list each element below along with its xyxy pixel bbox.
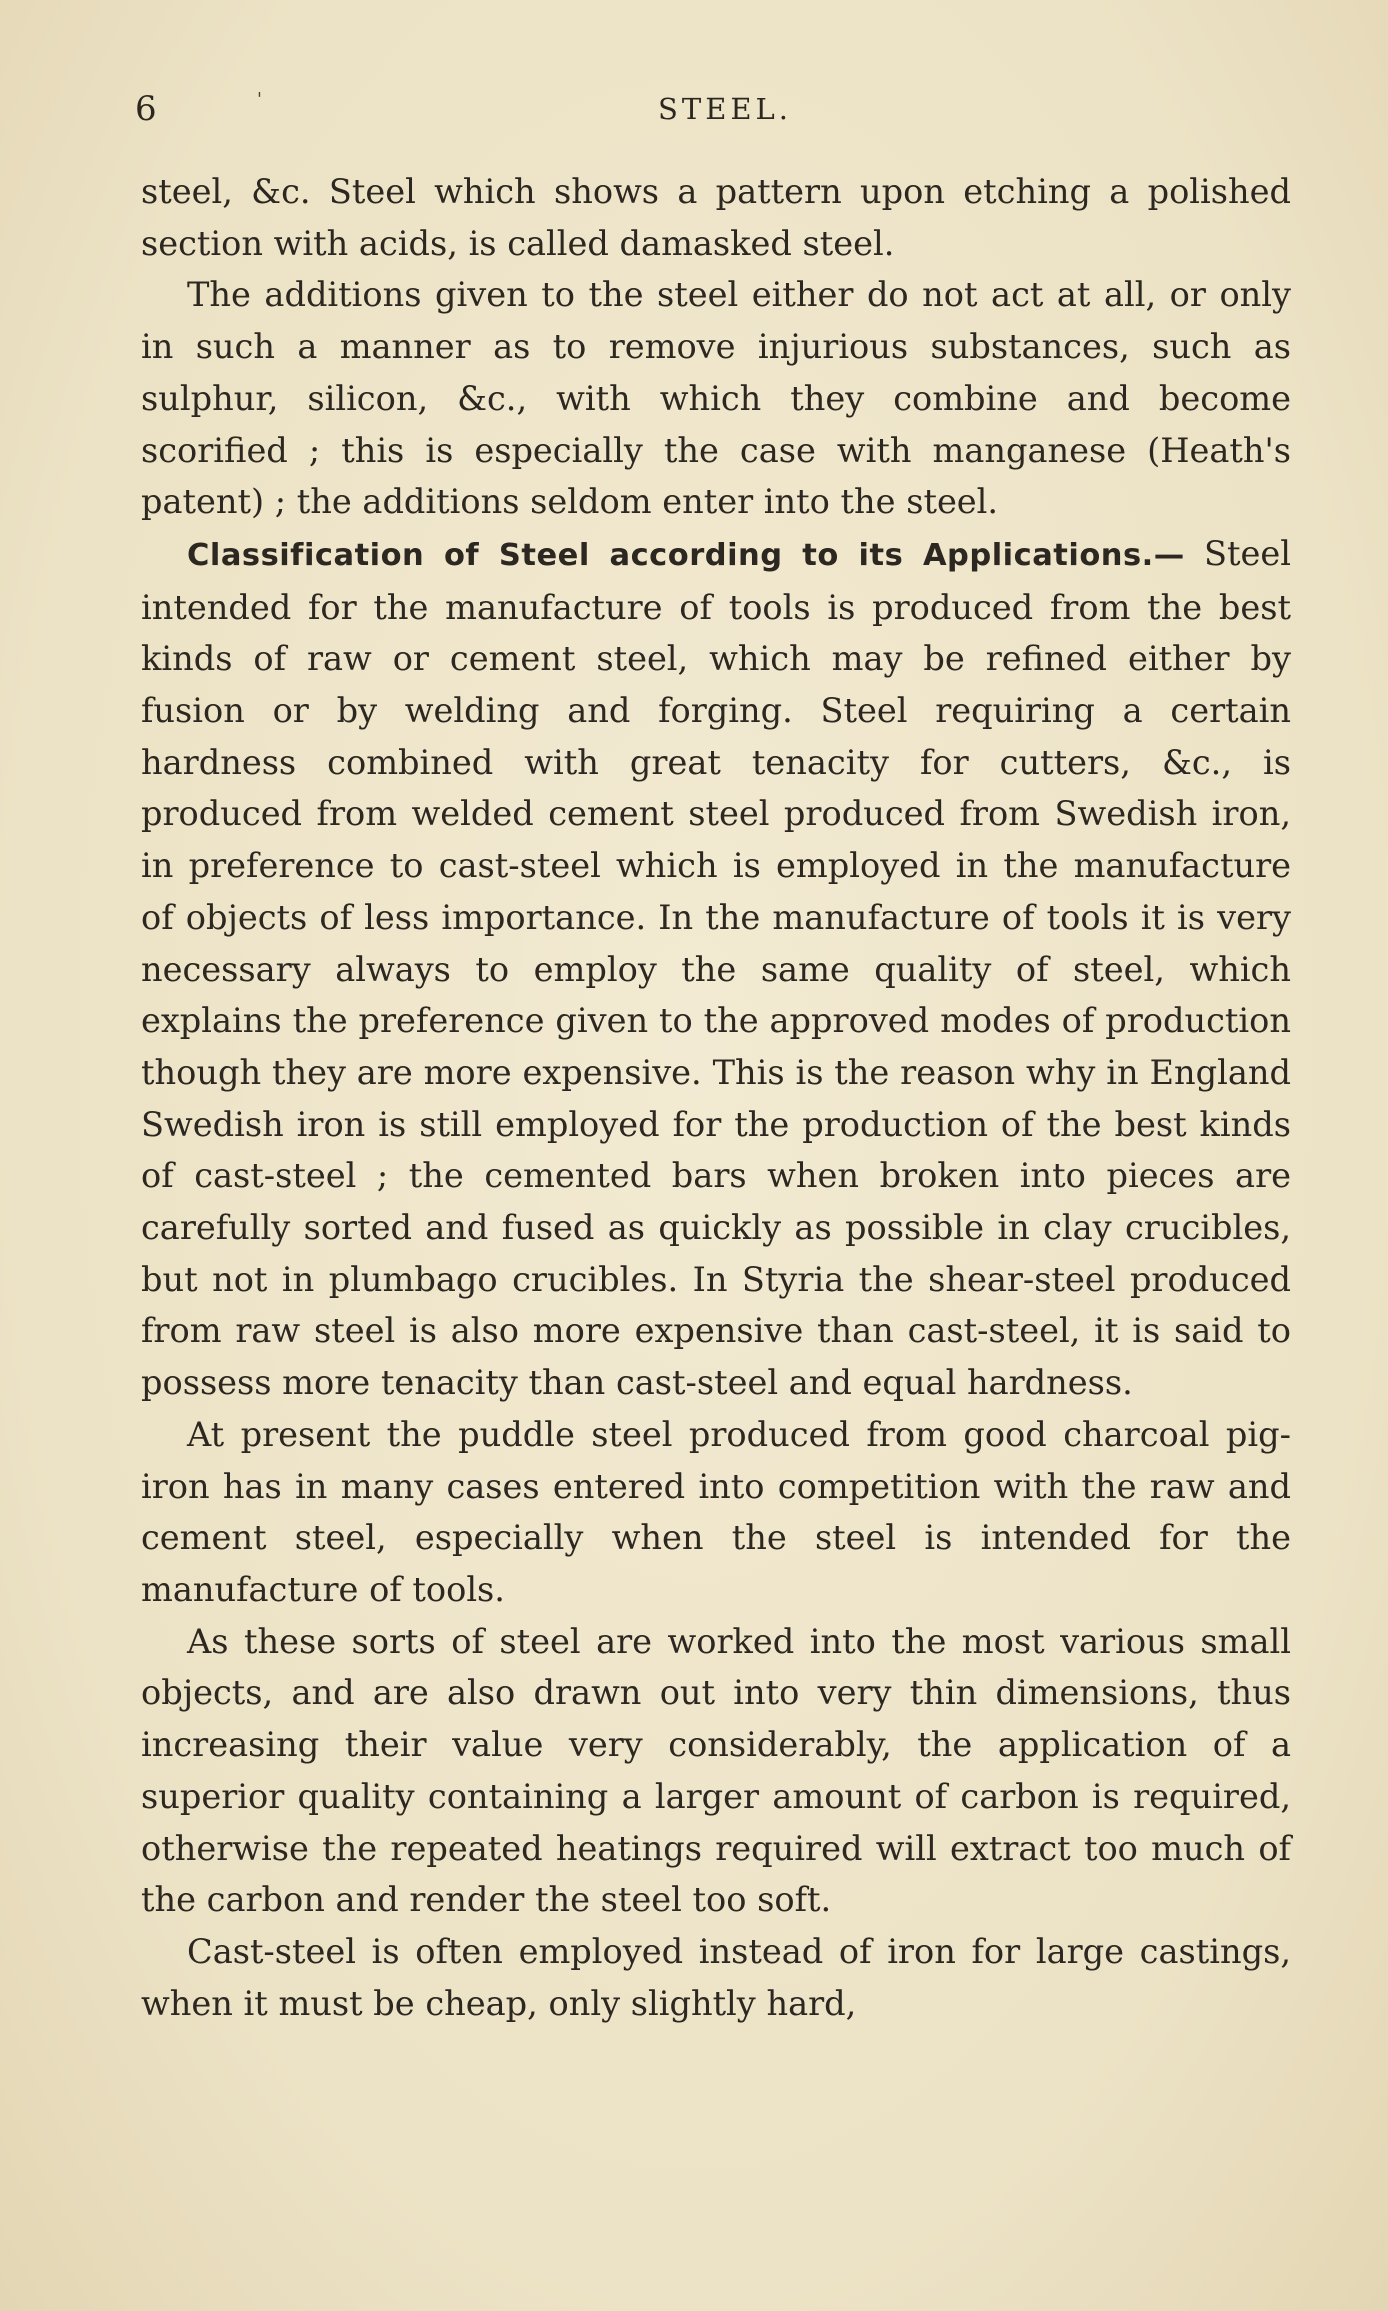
running-title: STEEL. xyxy=(657,92,793,126)
page-number: 6 xyxy=(135,89,157,129)
page-header xyxy=(135,84,1285,134)
paragraph-1: steel, &c. Steel which shows a pattern upon etching a polished section with acids, is called damasked steel. xyxy=(141,172,1291,263)
paragraph-5: As these sorts of steel are worked into the most various small objects, and are also drawn out into very thin dimensions, thus increasing their value very considerably, the application of a superior quality containing a larger amount of carbon is required, otherwise the repeated heatings required will extract too much of the carbon and render the steel too soft. xyxy=(141,1621,1291,1920)
paragraph-6: Cast-steel is often employed instead of iron for large castings, when it must be cheap, only slightly hard, xyxy=(141,1931,1291,2023)
page-body xyxy=(141,166,1291,2029)
paragraph-2: The additions given to the steel either do not act at all, or only in such a manner as to remove injurious substances, such as sulphur, silicon, &c., with which they combine and become scorified ; this is especially the case with manganese (Heath's patent) ; the additions seldom enter into the steel. xyxy=(141,275,1291,522)
paragraph-4: At present the puddle steel produced from good charcoal pig-iron has in many cases entered into competition with the raw and cement steel, especially when the steel is intended for the manufacture of tools. xyxy=(141,1414,1291,1609)
printer-mark: ' xyxy=(257,89,262,110)
section-heading: Classification of Steel according to its Applications.— xyxy=(187,537,1185,573)
paragraph-3: Classification of Steel according to its Applications.— Steel intended for the manufacture of tools is produced from the best kinds of raw or cement steel, which may be refined either by fusion or by welding and forging. Steel requiring a certain hardness combined with great tenacity for cutters, &c., is produced from welded cement steel produced from Swedish iron, in preference to cast-steel which is employed in the manufacture of objects of less importance. In the manufacture of tools it is very necessary always to employ the same quality of steel, which explains the preference given to the approved modes of production though they are more expensive. This is the reason why in England Swedish iron is still employed for the production of the best kinds of cast-steel ; the cemented bars when broken into pieces are carefully sorted and fused as quickly as possible in clay crucibles, but not in plumbago crucibles. In Styria the shear-steel produced from raw steel is also more expensive than cast-steel, it is said to possess more tenacity than cast-steel and equal hardness. xyxy=(141,533,1291,1403)
